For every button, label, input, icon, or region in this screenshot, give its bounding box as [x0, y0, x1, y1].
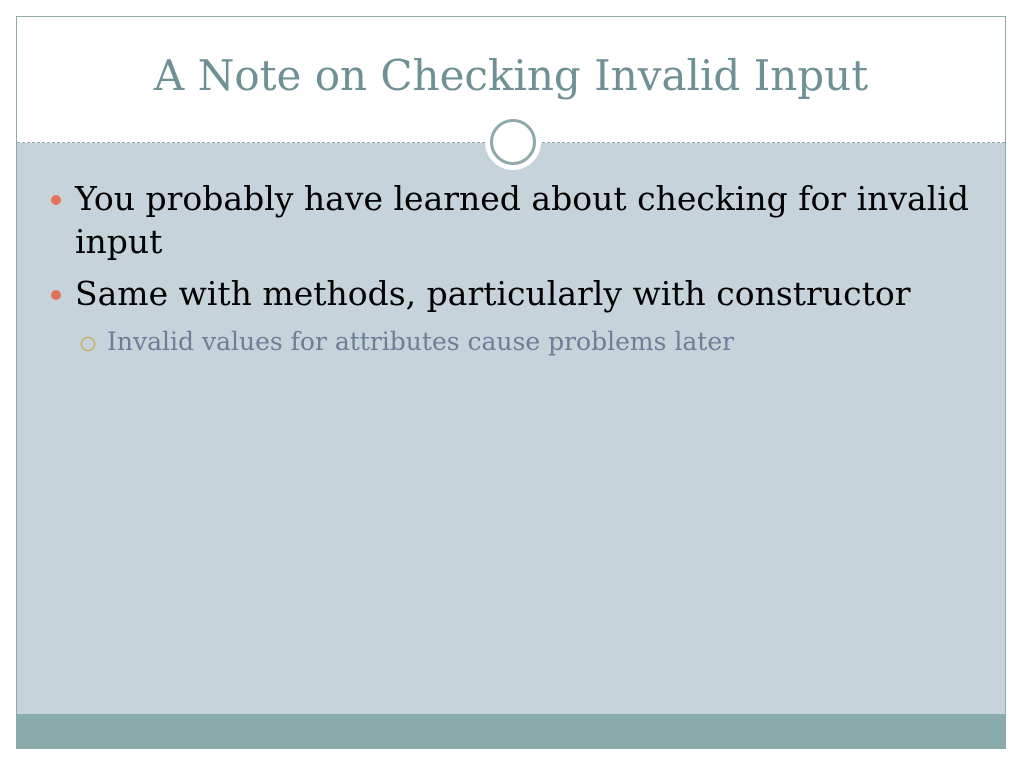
slide-title: A Note on Checking Invalid Input: [153, 51, 869, 100]
circle-ring: [490, 119, 536, 165]
divider-circle-icon: [485, 114, 541, 170]
sub-bullet-text: Invalid values for attributes cause problems later: [107, 327, 735, 356]
slide-content: [17, 177, 1005, 360]
footer-bar: [17, 714, 1005, 748]
bullet-text: Same with methods, particularly with constructor: [75, 274, 911, 313]
bullet-dot-icon: [51, 195, 61, 205]
slide: [16, 16, 1006, 749]
bullet-dot-icon: [51, 290, 61, 300]
sub-bullet-ring-icon: [81, 337, 95, 351]
bullet-text: You probably have learned about checking for invalid input: [75, 179, 969, 261]
bullet-item: [17, 272, 1005, 315]
sub-bullet-item: [17, 324, 1005, 360]
bullet-item: [17, 177, 1005, 263]
